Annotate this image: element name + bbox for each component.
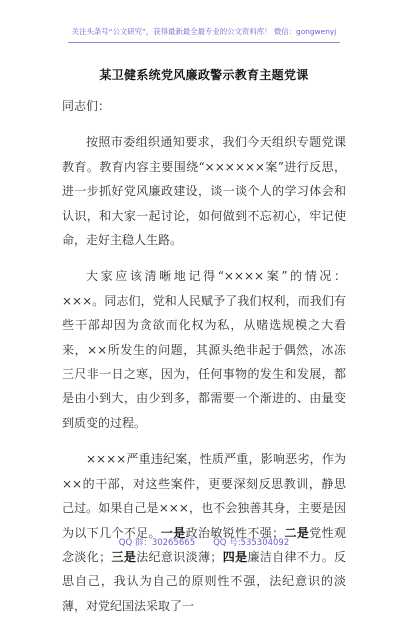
header-promo-note: 关注头条号“公文研究”，获得最新最全最专业的公文资料库！ 微信：gongwenyj	[71, 27, 337, 36]
paragraph-1: 按照市委组织通知要求，我们今天组织专题党课教育。教育内容主要围绕“××××××案”进行反思，进一步抓好党风廉政建设，谈一谈个人的学习体会和认识，和大家一起讨论，如何做到不忘初心，牢记使命，走好主稳人生路。	[62, 135, 346, 248]
paragraph-3-text: 政治敏锐性不强；	[185, 525, 285, 540]
footer-qq-group: QQ 群：30265665	[118, 538, 196, 548]
footer-contact	[0, 536, 408, 548]
bold-point-3: 三是	[111, 549, 137, 564]
page-title: 某卫健系统党风廉政警示教育主题党课	[99, 68, 309, 82]
paragraph-3-text: 党性观念淡化；	[62, 525, 346, 564]
paragraph-3-text: 廉洁自律不力。反思自己，我认为自己的原则性不强，法纪意识的淡薄，对党纪国法采取了一	[62, 549, 346, 613]
bold-point-1: 一是	[160, 525, 186, 540]
paragraph-3	[62, 447, 346, 618]
bold-point-2: 二是	[284, 525, 310, 540]
paragraph-3-text: ××××严重违纪案，性质严重，影响恶劣，作为××的干部，对这些案件，更要深刻反思教训，静思己过。如果自己是×××，也不会独善其身，主要是因为以下几个不足。	[62, 452, 346, 540]
header-divider	[68, 42, 340, 43]
bold-point-4: 四是	[222, 549, 248, 564]
paragraph-3-text: 法纪意识淡薄；	[136, 549, 223, 564]
paragraph-2: 大家应该清晰地记得“××××案”的情况：×××。同志们，党和人民赋予了我们权利，而我们有些干部却因为贪欲而化权为私，从赌选规模之大看来，××所发生的问题，其源头绝非起于偶然，冰冻三尺非一日之寒，因为，任何事物的发生和发展，都是由小到大，由少到多，都需要一个渐进的、由量变到质变的过程。	[62, 269, 346, 430]
footer-qq-number: QQ 号:535304092	[213, 538, 290, 548]
salutation: 同志们：	[62, 99, 111, 113]
